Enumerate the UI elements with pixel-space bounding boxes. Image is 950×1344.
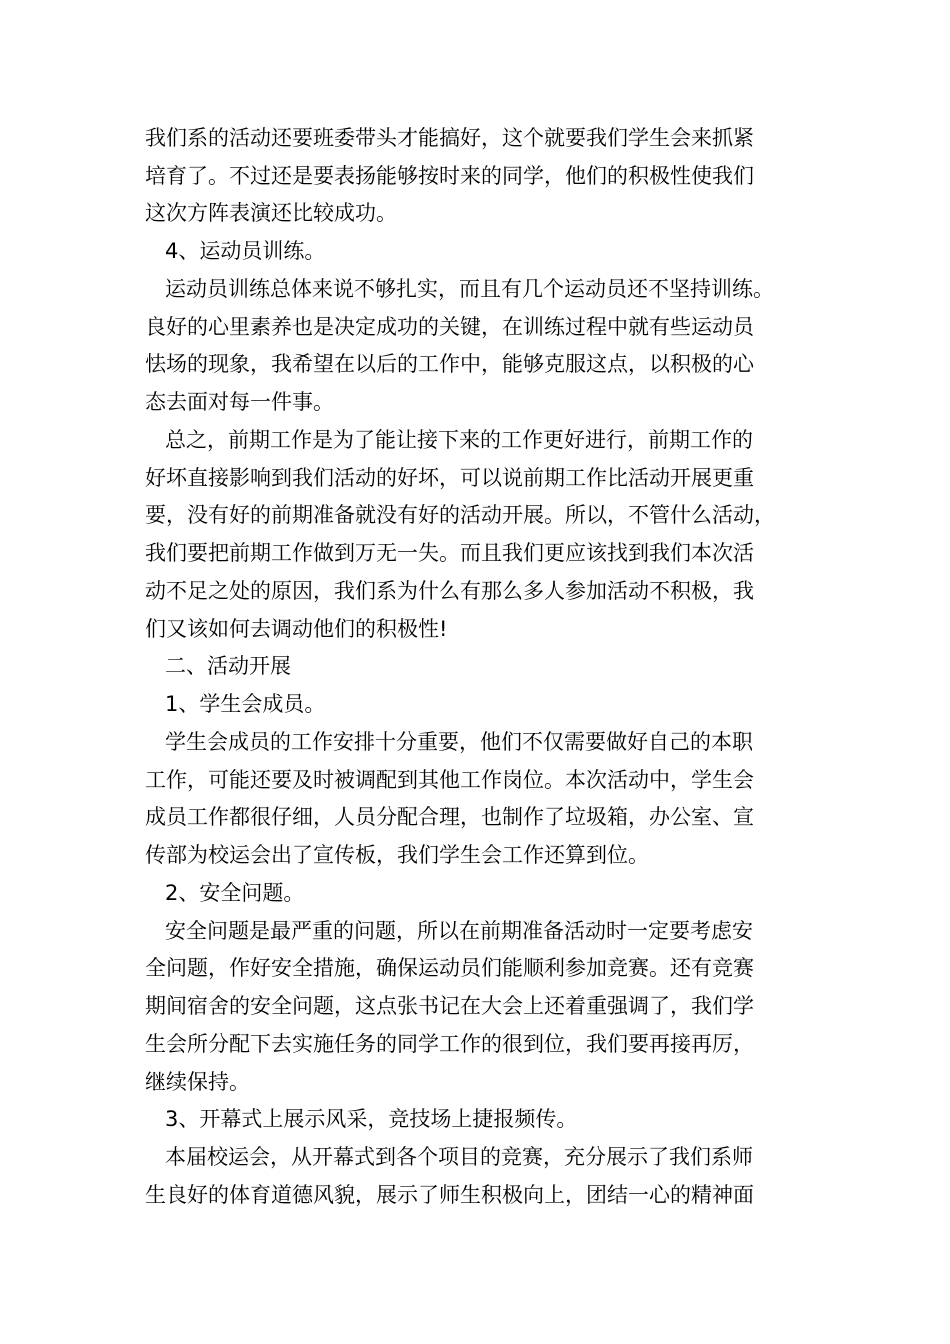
text-line: 怯场的现象，我希望在以后的工作中，能够克服这点，以积极的心 [145, 352, 754, 376]
text-line: 动不足之处的原因，我们系为什么有那么多人参加活动不积极，我 [145, 579, 754, 603]
section-heading: 2、安全问题。 [165, 881, 305, 905]
text-line: 良好的心里素养也是决定成功的关键，在训练过程中就有些运动员 [145, 315, 754, 339]
text-line: 生良好的体育道德风貌，展示了师生积极向上，团结一心的精神面 [145, 1183, 754, 1207]
text-line: 成员工作都很仔细，人员分配合理，也制作了垃圾箱，办公室、宣 [145, 805, 754, 829]
text-line: 培育了。不过还是要表扬能够按时来的同学，他们的积极性使我们 [145, 164, 754, 188]
text-line: 传部为校运会出了宣传板，我们学生会工作还算到位。 [145, 843, 649, 867]
text-line: 工作，可能还要及时被调配到其他工作岗位。本次活动中，学生会 [145, 768, 754, 792]
text-line: 我们系的活动还要班委带头才能搞好，这个就要我们学生会来抓紧 [145, 126, 754, 150]
text-line: 好坏直接影响到我们活动的好坏，可以说前期工作比活动开展更重 [145, 466, 754, 490]
text-line: 学生会成员的工作安排十分重要，他们不仅需要做好自己的本职 [165, 730, 753, 754]
section-heading: 二、活动开展 [165, 654, 291, 678]
text-line: 运动员训练总体来说不够扎实，而且有几个运动员还不坚持训练。 [165, 277, 774, 301]
text-line: 们又该如何去调动他们的积极性! [145, 617, 448, 641]
text-line: 这次方阵表演还比较成功。 [145, 201, 397, 225]
text-line: 期间宿舍的安全问题，这点张书记在大会上还着重强调了，我们学 [145, 994, 754, 1018]
text-line: 生会所分配下去实施任务的同学工作的很到位，我们要再接再厉， [145, 1032, 754, 1056]
text-line: 全问题，作好安全措施，确保运动员们能顺利参加竞赛。还有竞赛 [145, 956, 754, 980]
text-line: 安全问题是最严重的问题，所以在前期准备活动时一定要考虑安 [165, 919, 753, 943]
text-line: 继续保持。 [145, 1070, 250, 1094]
section-heading: 1、学生会成员。 [165, 692, 326, 716]
text-line: 我们要把前期工作做到万无一失。而且我们更应该找到我们本次活 [145, 541, 754, 565]
text-line: 要，没有好的前期准备就没有好的活动开展。所以，不管什么活动， [145, 503, 775, 527]
section-heading: 3、开幕式上展示风采，竞技场上捷报频传。 [165, 1107, 578, 1131]
text-line: 本届校运会，从开幕式到各个项目的竞赛，充分展示了我们系师 [165, 1145, 753, 1169]
text-line: 态去面对每一件事。 [145, 390, 334, 414]
section-heading: 4、运动员训练。 [165, 239, 326, 263]
text-line: 总之，前期工作是为了能让接下来的工作更好进行，前期工作的 [165, 428, 753, 452]
